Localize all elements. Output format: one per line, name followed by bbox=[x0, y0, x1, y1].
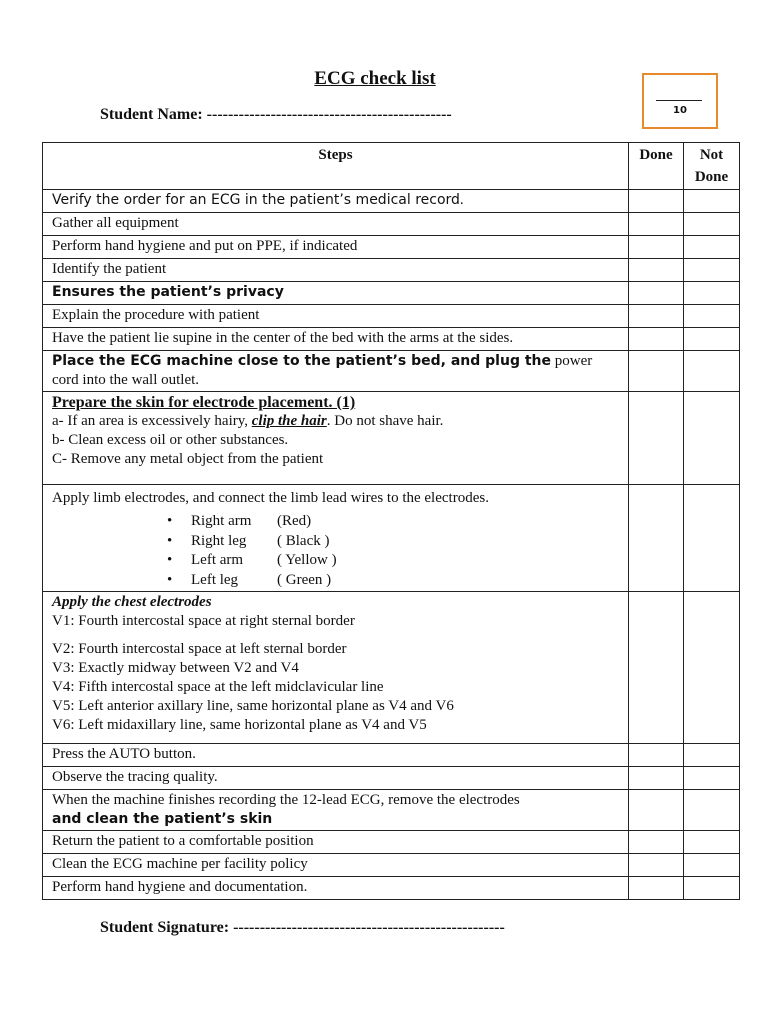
lead-name: Right arm bbox=[191, 513, 252, 529]
done-checkbox[interactable] bbox=[629, 236, 684, 259]
done-checkbox[interactable] bbox=[629, 190, 684, 213]
not-done-checkbox[interactable] bbox=[684, 351, 740, 392]
table-row bbox=[43, 236, 740, 259]
done-checkbox[interactable] bbox=[629, 767, 684, 790]
step-text: When the machine finishes recording the 12-lead ECG, remove the electrodes bbox=[52, 792, 520, 808]
done-checkbox[interactable] bbox=[629, 790, 684, 831]
done-checkbox[interactable] bbox=[629, 831, 684, 854]
header-row bbox=[43, 143, 740, 190]
not-done-checkbox[interactable] bbox=[684, 259, 740, 282]
header-not-done-line1: Not bbox=[699, 147, 724, 163]
done-checkbox[interactable] bbox=[629, 877, 684, 900]
done-checkbox[interactable] bbox=[629, 213, 684, 236]
step-cell: Perform hand hygiene and documentation. bbox=[43, 877, 629, 900]
substep-a-text: a- If an area is excessively hairy, bbox=[52, 413, 252, 429]
list-item bbox=[167, 571, 619, 591]
substep-b: b- Clean excess oil or other substances. bbox=[52, 432, 289, 448]
done-checkbox[interactable] bbox=[629, 305, 684, 328]
step-cell: Identify the patient bbox=[43, 259, 629, 282]
not-done-checkbox[interactable] bbox=[684, 392, 740, 485]
not-done-checkbox[interactable] bbox=[684, 236, 740, 259]
header-not-done-line2: Done bbox=[694, 169, 729, 185]
chest-lead-v4: V4: Fifth intercostal space at the left midclavicular line bbox=[52, 679, 384, 695]
done-checkbox[interactable] bbox=[629, 744, 684, 767]
table-row bbox=[43, 744, 740, 767]
table-row bbox=[43, 282, 740, 305]
score-total: 10 bbox=[673, 105, 687, 116]
lead-name: Left leg bbox=[191, 571, 239, 588]
lead-name: Left arm bbox=[191, 552, 244, 568]
not-done-checkbox[interactable] bbox=[684, 282, 740, 305]
not-done-checkbox[interactable] bbox=[684, 744, 740, 767]
limb-intro: Apply limb electrodes, and connect the limb lead wires to the electrodes. bbox=[52, 490, 489, 506]
step-cell bbox=[43, 790, 629, 831]
lead-color: (Red) bbox=[277, 513, 312, 529]
done-checkbox[interactable] bbox=[629, 854, 684, 877]
table-row bbox=[43, 485, 740, 592]
checklist-table bbox=[42, 142, 740, 900]
chest-lead-v2: V2: Fourth intercostal space at left sternal border bbox=[52, 641, 347, 657]
chest-lead-v6: V6: Left midaxillary line, same horizontal plane as V4 and V5 bbox=[52, 717, 427, 733]
table-row bbox=[43, 592, 740, 744]
not-done-checkbox[interactable] bbox=[684, 213, 740, 236]
table-row bbox=[43, 877, 740, 900]
step-text-end: . bbox=[459, 192, 464, 208]
step-cell: Gather all equipment bbox=[43, 213, 629, 236]
student-name-field: Student Name: ---------------------------------------------- bbox=[100, 106, 452, 123]
table-row bbox=[43, 305, 740, 328]
not-done-checkbox[interactable] bbox=[684, 305, 740, 328]
header-done: Done bbox=[629, 143, 684, 190]
table-row bbox=[43, 213, 740, 236]
lead-color: ( Yellow ) bbox=[277, 552, 337, 568]
step-text-bold: Place the ECG machine close to the patient’s bed, and plug the bbox=[52, 353, 551, 369]
list-item bbox=[167, 551, 619, 571]
substep-c: C- Remove any metal object from the patient bbox=[52, 451, 324, 467]
step-cell: Perform hand hygiene and put on PPE, if indicated bbox=[43, 236, 629, 259]
done-checkbox[interactable] bbox=[629, 485, 684, 592]
step-cell: Press the AUTO button. bbox=[43, 744, 629, 767]
step-cell bbox=[43, 351, 629, 392]
table-row bbox=[43, 790, 740, 831]
step-cell: Explain the procedure with patient bbox=[43, 305, 629, 328]
student-signature-field: Student Signature: --------------------------------------------------- bbox=[100, 919, 505, 936]
step-cell: Have the patient lie supine in the center of the bed with the arms at the sides. bbox=[43, 328, 629, 351]
step-cell: Clean the ECG machine per facility policy bbox=[43, 854, 629, 877]
not-done-checkbox[interactable] bbox=[684, 485, 740, 592]
step-cell bbox=[43, 190, 629, 213]
done-checkbox[interactable] bbox=[629, 282, 684, 305]
score-blank-line bbox=[656, 100, 702, 101]
step-cell: Return the patient to a comfortable position bbox=[43, 831, 629, 854]
not-done-checkbox[interactable] bbox=[684, 592, 740, 744]
section-heading: Apply the chest electrodes bbox=[52, 594, 212, 610]
step-cell bbox=[43, 485, 629, 592]
step-text: power cord into the wall outlet. bbox=[52, 353, 593, 388]
chest-lead-v1: V1: Fourth intercostal space at right sternal border bbox=[52, 613, 355, 629]
lead-color: ( Green ) bbox=[277, 571, 332, 588]
not-done-checkbox[interactable] bbox=[684, 767, 740, 790]
list-item bbox=[167, 532, 619, 552]
table-row bbox=[43, 392, 740, 485]
table-row bbox=[43, 351, 740, 392]
table-row bbox=[43, 259, 740, 282]
substep-a-emphasis: clip the hair bbox=[251, 413, 327, 429]
score-box bbox=[642, 73, 718, 129]
table-row bbox=[43, 831, 740, 854]
lead-color: ( Black ) bbox=[277, 532, 330, 549]
table-row bbox=[43, 328, 740, 351]
table-row bbox=[43, 767, 740, 790]
chest-lead-v3: V3: Exactly midway between V2 and V4 bbox=[52, 660, 299, 676]
step-cell bbox=[43, 392, 629, 485]
step-text-bold: and clean the patient’s skin bbox=[52, 811, 273, 827]
step-cell bbox=[43, 592, 629, 744]
substep-a bbox=[52, 412, 619, 431]
table-row bbox=[43, 854, 740, 877]
chest-lead-v5: V5: Left anterior axillary line, same horizontal plane as V4 and V6 bbox=[52, 698, 454, 714]
substep-a-end: . Do not shave hair. bbox=[326, 413, 444, 429]
section-heading: Prepare the skin for electrode placement. (1) bbox=[52, 394, 356, 411]
step-cell: Ensures the patient’s privacy bbox=[43, 282, 629, 305]
list-item bbox=[167, 512, 619, 532]
done-checkbox[interactable] bbox=[629, 392, 684, 485]
not-done-checkbox[interactable] bbox=[684, 790, 740, 831]
done-checkbox[interactable] bbox=[629, 328, 684, 351]
not-done-checkbox[interactable] bbox=[684, 328, 740, 351]
lead-name: Right leg bbox=[191, 532, 247, 549]
done-checkbox[interactable] bbox=[629, 592, 684, 744]
table-row bbox=[43, 190, 740, 213]
not-done-checkbox[interactable] bbox=[684, 854, 740, 877]
header-steps: Steps bbox=[43, 143, 629, 190]
step-cell: Observe the tracing quality. bbox=[43, 767, 629, 790]
limb-lead-list bbox=[167, 512, 619, 590]
step-text: Verify the order for an ECG in the patient’s medical record bbox=[52, 192, 460, 208]
not-done-checkbox[interactable] bbox=[684, 877, 740, 900]
not-done-checkbox[interactable] bbox=[684, 831, 740, 854]
not-done-checkbox[interactable] bbox=[684, 190, 740, 213]
header-not-done bbox=[684, 143, 740, 190]
done-checkbox[interactable] bbox=[629, 351, 684, 392]
done-checkbox[interactable] bbox=[629, 259, 684, 282]
page-title: ECG check list bbox=[314, 68, 436, 89]
